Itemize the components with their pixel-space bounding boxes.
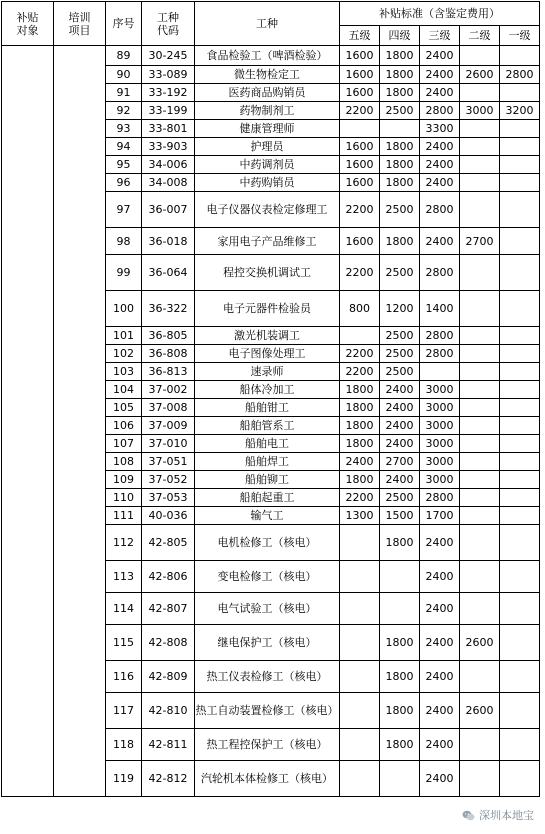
header-code: 工种 代码 [142,2,195,46]
level-4-cell: 2500 [380,192,420,228]
seq-cell: 102 [106,345,142,363]
level-5-cell [340,525,380,561]
level-5-cell: 1800 [340,399,380,417]
level-1-cell [500,489,540,507]
level-2-cell: 2600 [460,693,500,729]
header-standard: 补贴标准（含鉴定费用） [340,2,540,26]
level-3-cell: 2800 [420,192,460,228]
seq-cell: 117 [106,693,142,729]
level-4-cell: 1500 [380,507,420,525]
code-cell: 37-052 [142,471,195,489]
level-4-cell: 1800 [380,84,420,102]
job-cell: 微生物检定工 [195,66,340,84]
code-cell: 42-809 [142,661,195,693]
job-cell: 护理员 [195,138,340,156]
level-2-cell [460,761,500,797]
seq-cell: 109 [106,471,142,489]
level-1-cell [500,363,540,381]
seq-cell: 91 [106,84,142,102]
seq-cell: 106 [106,417,142,435]
level-3-cell: 3300 [420,120,460,138]
level-2-cell [460,363,500,381]
code-cell: 37-009 [142,417,195,435]
level-5-cell [340,625,380,661]
level-2-cell [460,345,500,363]
level-1-cell [500,661,540,693]
level-1-cell [500,417,540,435]
code-cell: 42-807 [142,593,195,625]
level-3-cell: 2400 [420,661,460,693]
level-1-cell [500,593,540,625]
level-1-cell [500,255,540,291]
level-2-cell [460,561,500,593]
code-cell: 33-801 [142,120,195,138]
job-cell: 电子元器件检验员 [195,291,340,327]
level-5-cell [340,729,380,761]
level-2-cell: 2600 [460,66,500,84]
level-4-cell: 1800 [380,66,420,84]
header-seq: 序号 [106,2,142,46]
seq-cell: 115 [106,625,142,661]
level-4-cell: 2700 [380,453,420,471]
code-cell: 37-051 [142,453,195,471]
level-2-cell [460,399,500,417]
job-cell: 家用电子产品维修工 [195,228,340,255]
job-cell: 热工仪表检修工（核电） [195,661,340,693]
code-cell: 36-322 [142,291,195,327]
level-4-cell: 2500 [380,363,420,381]
level-5-cell: 2200 [340,102,380,120]
level-1-cell [500,327,540,345]
seq-cell: 108 [106,453,142,471]
level-2-cell [460,471,500,489]
code-cell: 33-192 [142,84,195,102]
level-3-cell: 2400 [420,84,460,102]
level-5-cell: 2200 [340,192,380,228]
level-2-cell [460,489,500,507]
seq-cell: 100 [106,291,142,327]
level-1-cell [500,174,540,192]
table-row [2,46,540,66]
seq-cell: 96 [106,174,142,192]
code-cell: 37-053 [142,489,195,507]
level-2-cell [460,381,500,399]
level-1-cell [500,381,540,399]
level-2-cell [460,174,500,192]
level-1-cell [500,625,540,661]
code-cell: 37-008 [142,399,195,417]
level-1-cell [500,138,540,156]
seq-cell: 107 [106,435,142,453]
level-4-cell: 2500 [380,255,420,291]
level-2-cell [460,84,500,102]
header-job: 工种 [195,2,340,46]
seq-cell: 97 [106,192,142,228]
level-5-cell [340,593,380,625]
level-3-cell: 2400 [420,561,460,593]
code-cell: 36-808 [142,345,195,363]
level-4-cell: 1800 [380,661,420,693]
level-4-cell [380,120,420,138]
level-4-cell: 2400 [380,381,420,399]
level-3-cell: 2400 [420,156,460,174]
job-cell: 医药商品购销员 [195,84,340,102]
level-5-cell: 1300 [340,507,380,525]
job-cell: 激光机装调工 [195,327,340,345]
level-2-cell [460,729,500,761]
level-5-cell: 2200 [340,345,380,363]
level-2-cell [460,661,500,693]
header-level-1: 一级 [500,26,540,46]
level-3-cell: 2400 [420,174,460,192]
seq-cell: 113 [106,561,142,593]
level-1-cell [500,761,540,797]
seq-cell: 114 [106,593,142,625]
level-3-cell: 2400 [420,693,460,729]
level-4-cell: 2400 [380,399,420,417]
job-cell: 健康管理师 [195,120,340,138]
level-3-cell: 2800 [420,345,460,363]
level-2-cell [460,291,500,327]
level-1-cell [500,729,540,761]
subsidy-table [1,1,540,797]
job-cell: 中药调剂员 [195,156,340,174]
seq-cell: 93 [106,120,142,138]
level-3-cell: 2400 [420,625,460,661]
level-3-cell: 2400 [420,228,460,255]
code-cell: 30-245 [142,46,195,66]
level-3-cell: 3000 [420,417,460,435]
level-3-cell: 2400 [420,66,460,84]
level-2-cell [460,138,500,156]
level-4-cell [380,593,420,625]
seq-cell: 105 [106,399,142,417]
level-5-cell: 1800 [340,471,380,489]
level-5-cell: 1600 [340,66,380,84]
project-cell [54,46,106,797]
level-1-cell [500,525,540,561]
level-2-cell: 3000 [460,102,500,120]
code-cell: 33-199 [142,102,195,120]
level-4-cell [380,761,420,797]
code-cell: 40-036 [142,507,195,525]
level-4-cell: 1800 [380,525,420,561]
level-3-cell: 2800 [420,327,460,345]
header-level-3: 三级 [420,26,460,46]
level-1-cell [500,228,540,255]
seq-cell: 94 [106,138,142,156]
level-5-cell: 1600 [340,138,380,156]
code-cell: 36-064 [142,255,195,291]
level-3-cell: 3000 [420,381,460,399]
code-cell: 34-006 [142,156,195,174]
level-5-cell: 1800 [340,417,380,435]
level-1-cell [500,156,540,174]
level-4-cell: 2400 [380,435,420,453]
level-2-cell [460,453,500,471]
level-2-cell [460,593,500,625]
code-cell: 42-808 [142,625,195,661]
level-4-cell [380,561,420,593]
level-3-cell: 2400 [420,729,460,761]
level-3-cell: 2400 [420,525,460,561]
level-4-cell: 1200 [380,291,420,327]
level-2-cell: 2600 [460,625,500,661]
level-5-cell: 1600 [340,84,380,102]
job-cell: 程控交换机调试工 [195,255,340,291]
level-1-cell: 3200 [500,102,540,120]
watermark [459,806,537,824]
job-cell: 船舶电工 [195,435,340,453]
job-cell: 船舶焊工 [195,453,340,471]
level-4-cell: 1800 [380,228,420,255]
seq-cell: 119 [106,761,142,797]
header-level-2: 二级 [460,26,500,46]
job-cell: 药物制剂工 [195,102,340,120]
code-cell: 37-010 [142,435,195,453]
level-4-cell: 1800 [380,693,420,729]
level-5-cell [340,561,380,593]
job-cell: 船体冷加工 [195,381,340,399]
level-5-cell: 1600 [340,156,380,174]
level-4-cell: 2500 [380,489,420,507]
seq-cell: 118 [106,729,142,761]
level-2-cell [460,255,500,291]
job-cell: 船舶钳工 [195,399,340,417]
level-4-cell: 2400 [380,417,420,435]
seq-cell: 95 [106,156,142,174]
level-1-cell [500,693,540,729]
seq-cell: 110 [106,489,142,507]
level-2-cell [460,417,500,435]
job-cell: 食品检验工（啤酒检验） [195,46,340,66]
code-cell: 33-903 [142,138,195,156]
level-4-cell: 1800 [380,156,420,174]
header-level-5: 五级 [340,26,380,46]
job-cell: 汽轮机本体检修工（核电） [195,761,340,797]
level-3-cell: 2400 [420,46,460,66]
code-cell: 42-806 [142,561,195,593]
level-2-cell [460,525,500,561]
level-4-cell: 1800 [380,138,420,156]
level-1-cell [500,435,540,453]
level-5-cell [340,761,380,797]
level-3-cell: 1700 [420,507,460,525]
level-2-cell [460,120,500,138]
code-cell: 42-805 [142,525,195,561]
code-cell: 42-811 [142,729,195,761]
seq-cell: 101 [106,327,142,345]
job-cell: 继电保护工（核电） [195,625,340,661]
level-3-cell: 3000 [420,435,460,453]
code-cell: 33-089 [142,66,195,84]
level-3-cell: 3000 [420,453,460,471]
level-2-cell [460,327,500,345]
level-5-cell: 2200 [340,363,380,381]
seq-cell: 99 [106,255,142,291]
level-4-cell: 1800 [380,46,420,66]
job-cell: 电气试验工（核电） [195,593,340,625]
level-3-cell: 2800 [420,102,460,120]
level-1-cell: 2800 [500,66,540,84]
level-5-cell [340,661,380,693]
job-cell: 速录师 [195,363,340,381]
job-cell: 电子图像处理工 [195,345,340,363]
level-5-cell: 2200 [340,255,380,291]
header-target: 补贴 对象 [2,2,54,46]
level-4-cell: 2400 [380,471,420,489]
level-1-cell [500,471,540,489]
level-3-cell: 2800 [420,255,460,291]
level-3-cell: 3000 [420,399,460,417]
level-2-cell [460,507,500,525]
job-cell: 变电检修工（核电） [195,561,340,593]
seq-cell: 92 [106,102,142,120]
level-5-cell: 1600 [340,228,380,255]
level-5-cell: 1600 [340,46,380,66]
level-2-cell [460,435,500,453]
level-5-cell: 2400 [340,453,380,471]
seq-cell: 103 [106,363,142,381]
level-5-cell: 1800 [340,381,380,399]
seq-cell: 112 [106,525,142,561]
seq-cell: 116 [106,661,142,693]
job-cell: 输气工 [195,507,340,525]
level-1-cell [500,453,540,471]
level-5-cell: 1800 [340,435,380,453]
seq-cell: 89 [106,46,142,66]
level-4-cell: 2500 [380,345,420,363]
header-project: 培训 项目 [54,2,106,46]
level-1-cell [500,507,540,525]
seq-cell: 111 [106,507,142,525]
level-1-cell [500,192,540,228]
level-4-cell: 1800 [380,174,420,192]
code-cell: 37-002 [142,381,195,399]
job-cell: 船舶起重工 [195,489,340,507]
level-1-cell [500,399,540,417]
level-2-cell [460,192,500,228]
level-5-cell [340,327,380,345]
level-5-cell: 1600 [340,174,380,192]
job-cell: 热工程控保护工（核电） [195,729,340,761]
seq-cell: 90 [106,66,142,84]
seq-cell: 104 [106,381,142,399]
code-cell: 36-805 [142,327,195,345]
job-cell: 热工自动装置检修工（核电） [195,693,340,729]
level-3-cell: 2400 [420,593,460,625]
job-cell: 电子仪器仪表检定修理工 [195,192,340,228]
level-3-cell: 2400 [420,761,460,797]
code-cell: 36-018 [142,228,195,255]
code-cell: 36-813 [142,363,195,381]
level-5-cell [340,693,380,729]
level-1-cell [500,120,540,138]
level-2-cell [460,156,500,174]
level-5-cell: 800 [340,291,380,327]
level-1-cell [500,291,540,327]
job-cell: 电机检修工（核电） [195,525,340,561]
level-1-cell [500,84,540,102]
level-4-cell: 1800 [380,625,420,661]
level-2-cell [460,46,500,66]
job-cell: 船舶铆工 [195,471,340,489]
level-1-cell [500,345,540,363]
code-cell: 34-008 [142,174,195,192]
level-3-cell: 1400 [420,291,460,327]
level-1-cell [500,561,540,593]
watermark-text: 深圳本地宝 [479,809,534,822]
target-cell [2,46,54,797]
level-3-cell [420,363,460,381]
code-cell: 42-810 [142,693,195,729]
header-level-4: 四级 [380,26,420,46]
job-cell: 船舶管系工 [195,417,340,435]
level-5-cell [340,120,380,138]
level-1-cell [500,46,540,66]
seq-cell: 98 [106,228,142,255]
level-4-cell: 2500 [380,102,420,120]
level-3-cell: 2800 [420,489,460,507]
level-5-cell: 2200 [340,489,380,507]
level-2-cell: 2700 [460,228,500,255]
level-4-cell: 2500 [380,327,420,345]
job-cell: 中药购销员 [195,174,340,192]
level-3-cell: 3000 [420,471,460,489]
wechat-icon [462,810,475,821]
level-4-cell: 1800 [380,729,420,761]
code-cell: 36-007 [142,192,195,228]
level-3-cell: 2400 [420,138,460,156]
code-cell: 42-812 [142,761,195,797]
